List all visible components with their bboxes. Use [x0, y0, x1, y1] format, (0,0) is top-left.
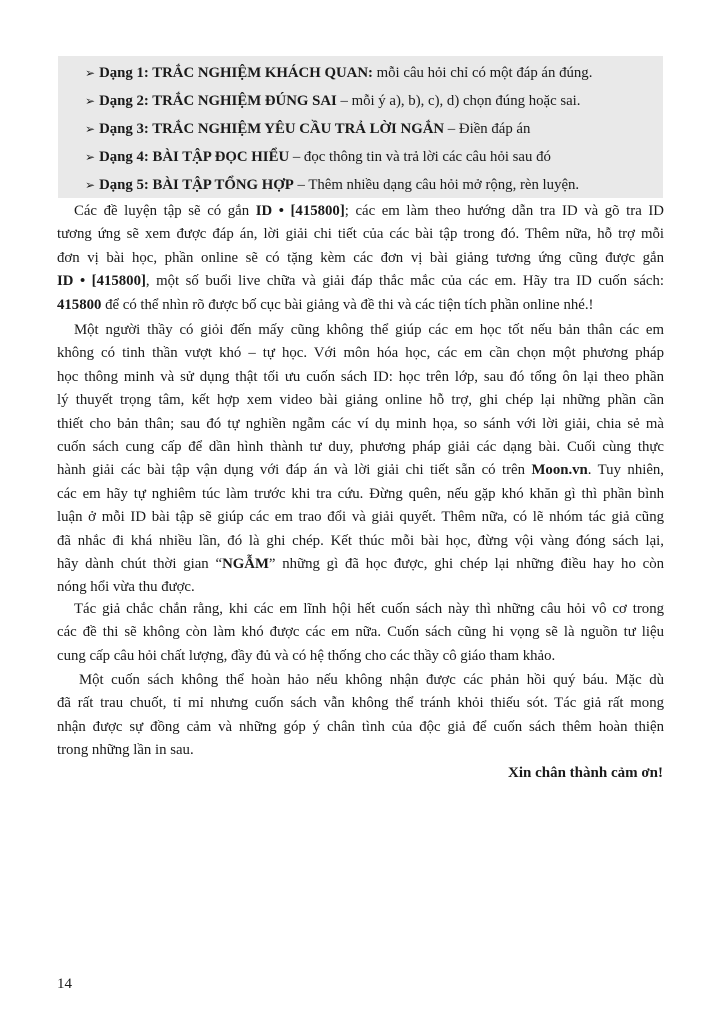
page-number: 14 — [57, 976, 72, 992]
bullet-text: – Điền đáp án — [444, 121, 531, 137]
text-line: trong những lần in sau. — [57, 742, 194, 759]
text-line: ID • [415800], một số buổi live chữa và giải đáp thắc mắc của các em. Hãy tra ID cuốn sách: — [57, 273, 664, 290]
paragraph-feedback — [57, 669, 664, 763]
text-line: đã nhắc đi khá nhiều lần, đó là ghi chép. Kết thúc mỗi bài học, đừng vội vàng đóng sách lại, — [57, 532, 664, 549]
bullet-label: Dạng 5: BÀI TẬP TỔNG HỢP — [99, 177, 294, 193]
bullet-item — [85, 176, 579, 194]
bullet-text: mỗi câu hỏi chỉ có một đáp án đúng. — [372, 65, 593, 81]
text-line: Một người thầy có giỏi đến mấy cũng không thể giúp các em học tốt nếu bản thân các em — [74, 322, 664, 338]
text-line: tương ứng sẽ xem được đáp án, lời giải chi tiết của các bài tập trong đó. Thêm nữa, hỗ trợ mỗi — [57, 226, 664, 243]
arrow-bullet-icon: ➢ — [85, 150, 96, 164]
text-line: lý thuyết trọng tâm, kết hợp xem video bài giảng online hỗ trợ, ghi chép lại những phần cần — [57, 392, 664, 409]
text-line: hãy dành chút thời gian “NGẪM” những gì đã học được, ghi chép lại những điều hay ho còn — [57, 555, 664, 572]
text-line: cuốn sách cung cấp để dần hình thành tư duy, phương pháp giải các dạng bài. Cuối cùng thực — [57, 438, 664, 455]
bullet-text: – đọc thông tin và trả lời các câu hỏi sau đó — [289, 149, 551, 165]
text-line: các đề thi sẽ không còn làm khó được các em nữa. Cuốn sách cũng hi vọng sẽ là nguồn tư liệu — [57, 624, 664, 641]
text-line: Các đề luyện tập sẽ có gắn ID • [415800]; các em làm theo hướng dẫn tra ID và gõ tra ID — [74, 203, 664, 219]
bullet-label: Dạng 4: BÀI TẬP ĐỌC HIỂU — [99, 149, 290, 165]
bullet-item — [85, 120, 530, 138]
text-line: không có tinh thần vượt khó – tự học. Với môn hóa học, các em cần chọn một phương pháp — [57, 345, 664, 362]
text-line: luận ở mỗi ID bài tập sẽ giúp các em trao đổi và giải quyết. Thêm nữa, có lẽ nhóm tác giả cũng — [57, 509, 664, 526]
text-line: học thông minh và sử dụng thật tối ưu cuốn sách ID: học trên lớp, sau đó tổng ôn lại theo phần — [57, 368, 664, 385]
paragraph-self-study — [57, 319, 664, 600]
bullet-text: – Thêm nhiều dạng câu hỏi mở rộng, rèn luyện. — [293, 177, 580, 193]
text-line: nóng hổi vừa thu được. — [57, 579, 195, 596]
text-line: hành giải các bài tập vận dụng với đáp án và lời giải chi tiết sẵn có trên Moon.vn. Tuy nhiên, — [57, 462, 665, 479]
text-line: đơn vị bài học, phần online sẽ có tặng kèm các đơn vị bài giảng tương ứng cũng được gắn — [57, 249, 664, 266]
bullet-item — [85, 148, 551, 166]
text-line: đã rất trau chuốt, tỉ mỉ nhưng cuốn sách vẫn không thể tránh khỏi thiếu sót. Tác giả rất mong — [57, 695, 664, 712]
bullet-item — [85, 92, 580, 110]
bullet-label: Dạng 2: TRẮC NGHIỆM ĐÚNG SAI — [99, 93, 337, 109]
bullet-item — [85, 64, 592, 82]
arrow-bullet-icon: ➢ — [85, 122, 96, 136]
text-line: thiết cho bản thân; sau đó tự nghiền ngẫm các ví dụ minh họa, so sánh với lời giải, chia sẻ mà — [57, 415, 664, 432]
arrow-bullet-icon: ➢ — [85, 94, 96, 108]
arrow-bullet-icon: ➢ — [85, 178, 96, 192]
bullet-label: Dạng 1: TRẮC NGHIỆM KHÁCH QUAN: — [99, 65, 373, 81]
bullet-text: – mỗi ý a), b), c), d) chọn đúng hoặc sai. — [336, 93, 581, 109]
text-line: 415800 để có thể nhìn rõ được bố cục bài giảng và đề thi và các tiện tích phần online nhé.! — [57, 296, 594, 313]
question-types-box — [58, 56, 663, 198]
text-line: Một cuốn sách không thể hoàn hảo nếu không nhận được các phản hồi quý báu. Mặc dù — [79, 672, 664, 688]
text-line: Tác giả chắc chắn rằng, khi các em lĩnh hội hết cuốn sách này thì những câu hỏi vô cơ trong — [74, 601, 664, 617]
signoff: Xin chân thành cảm ơn! — [507, 765, 663, 781]
text-line: cung cấp câu hỏi chất lượng, đầy đủ và có hệ thống cho các thầy cô giáo tham khảo. — [57, 647, 556, 664]
paragraph-author-confidence — [57, 598, 664, 668]
text-line: nhận được sự đồng cảm và những góp ý chân tình của độc giả để cuốn sách thêm hoàn thiện — [57, 718, 664, 735]
paragraph-id-instructions — [57, 200, 664, 317]
arrow-bullet-icon: ➢ — [85, 66, 96, 80]
bullet-label: Dạng 3: TRẮC NGHIỆM YÊU CẦU TRẢ LỜI NGẮN — [99, 121, 445, 137]
text-line: các em hãy tự nghiêm túc làm trước khi tra cứu. Đừng quên, nếu gặp khó khăn gì thì phần bình — [57, 485, 664, 502]
